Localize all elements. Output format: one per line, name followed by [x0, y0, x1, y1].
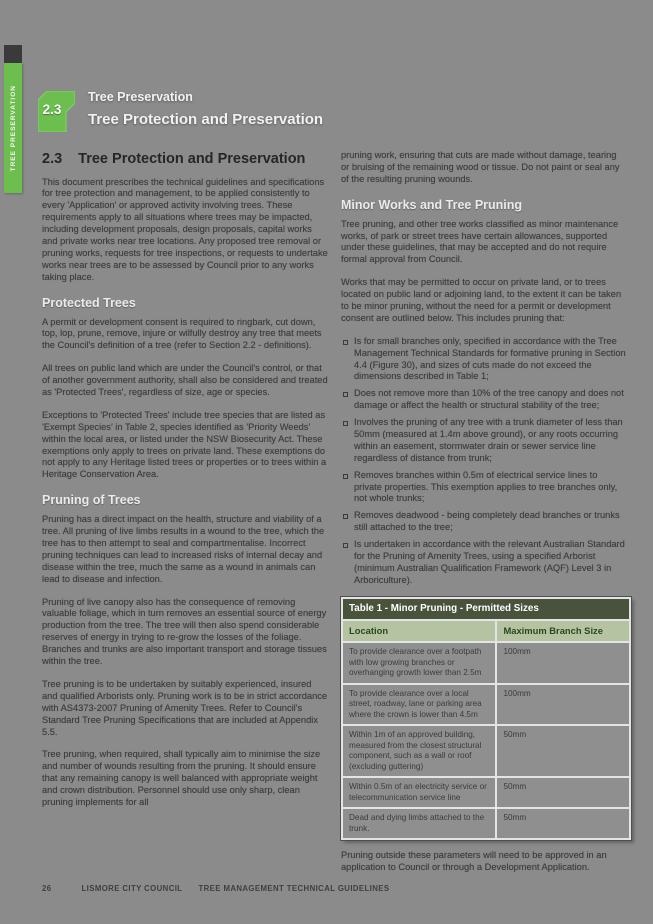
continued-paragraph: pruning work, ensuring that cuts are made without damage, tearing or bruising of the remaining wood or tissue. Do not paint or seal any of the resulting pruning wounds. [341, 150, 620, 184]
bullet-icon [343, 514, 348, 519]
pruning-paragraph-4: Tree pruning, when required, shall typically aim to minimise the size and number of wounds resulting from the pruning. It should ensure that any remaining canopy is well balanced with appropriate weight and crown distribution. Personnel should use only sharp, clean pruning implements for all [42, 749, 321, 807]
table-row [343, 778, 629, 809]
header-title: Tree Protection and Preservation [88, 111, 324, 128]
table-title: Table 1 - Minor Pruning - Permitted Sizes [343, 599, 629, 622]
pruning-paragraph-1: Pruning has a direct impact on the health, structure and viability of a tree. All pruning of live limbs results in a wound to the tree, which the tree has to then attempt to seal and compartmentalise. Incorrect pruning techniques can lead to increased risks of internal decay and disease within the tree, much the same as a wound in animals can lead to disease and infection. [42, 514, 325, 584]
right-column [341, 150, 627, 885]
list-item [343, 417, 627, 465]
table-row [343, 643, 629, 685]
protected-paragraph-3: Exceptions to 'Protected Trees' include tree species that are listed as 'Exempt Species' in Table 2, species identified as 'Priority Weeds' within the local area, or listed under the NSW Biosecurity Act. These exemptions only apply to trees on private land. These exemptions do not apply to any Heritage listed trees or properties or to trees within a Heritage Conservation Area. [42, 409, 327, 480]
minor-works-paragraph-1: Tree pruning, and other tree works classified as minor maintenance works, of park or street trees have certain allowances, supported under these guidelines, that may be accepted and do not require formal approval from Council. [341, 218, 619, 265]
table-header-size: Maximum Branch Size [503, 625, 603, 637]
protected-trees-heading: Protected Trees [42, 295, 136, 310]
table-cell-location: To provide clearance over a footpath with low growing branches or overhanging growth lower than 2.5m [343, 643, 497, 683]
table-cell-size: 100mm [503, 688, 531, 698]
minor-works-bullet-list [343, 336, 627, 587]
corner-block [4, 45, 22, 63]
intro-paragraph: This document prescribes the technical guidelines and specifications for tree protection and management, to be applied consistently to every 'Application' or approved activity involving trees. These requirements apply to all situations where trees may be impacted, including development proposals, design proposals, capital works and private works near tree locations. Any proposed tree removal or pruning works, requests for tree inspections, or requests to undertake works near trees are to be assessed by Council prior to any works taking place. [42, 176, 328, 282]
bullet-text: Is undertaken in accordance with the relevant Australian Standard for the Pruning of Amenity Trees, using a specified Arborist (minimum Australian Qualification Framework (AQF) Level 3 in Arboriculture). [354, 539, 625, 585]
list-item [343, 388, 627, 412]
list-item [343, 510, 627, 534]
list-item [343, 336, 627, 384]
footer-doc-title: TREE MANAGEMENT TECHNICAL GUIDELINES [198, 884, 390, 893]
bullet-text: Involves the pruning of any tree with a trunk diameter of less than 50mm (measured at 1.4m above ground), or any roots occurring within an easement, stormwater drain or sewer service line regardless of distance from trunk; [354, 417, 623, 463]
pruning-paragraph-3: Tree pruning is to be undertaken by suitably experienced, insured and qualified Arborists only. Pruning work is to be in strict accordance with AS4373-2007 Pruning of Amenity Trees. Refer to Council's Standard Tree Pruning Specifications that are included at Appendix 5.5. [42, 678, 328, 737]
section-badge [38, 91, 75, 132]
list-item [343, 539, 627, 587]
bullet-icon [343, 543, 348, 548]
table-header-row [343, 621, 629, 643]
bullet-text: Is for small branches only, specified in accordance with the Tree Management Technical Standards for formative pruning in Section 4.4 (Figure 30), and sizes of cuts made do not exceed the dimensions described in Table 1; [354, 335, 626, 382]
header-kicker: Tree Preservation [88, 90, 193, 104]
bullet-text: Removes deadwood - being completely dead branches or trunks still attached to the tree; [354, 510, 620, 533]
section-heading [42, 150, 328, 169]
minor-works-heading: Minor Works and Tree Pruning [341, 197, 523, 212]
table-cell-size: 50mm [503, 782, 527, 792]
section-heading-number: 2.3 [42, 151, 63, 167]
table-cell-location: Dead and dying limbs attached to the trunk. [343, 809, 497, 838]
list-item [343, 470, 627, 506]
page-number: 26 [42, 884, 52, 893]
table-cell-location: To provide clearance over a local street, roadway, lane or parking area where the crown is lower than 4.5m [343, 685, 497, 725]
footer-council: LISMORE CITY COUNCIL [81, 884, 183, 893]
table-row [343, 685, 629, 727]
section-heading-title: Tree Protection and Preservation [78, 151, 306, 167]
badge-number: 2.3 [42, 102, 62, 117]
minor-works-paragraph-2: Works that may be permitted to occur on private land, or to trees located on public land or adjoining land, to the extent it can be taken to be minor pruning, without the need for a permit or development consent are outlined below. This includes pruning that: [341, 277, 622, 323]
bullet-icon [343, 340, 348, 345]
bullet-icon [343, 474, 348, 479]
bullet-icon [343, 392, 348, 397]
side-tab-label: TREE PRESERVATION [9, 84, 17, 172]
bullet-icon [343, 421, 348, 426]
table-cell-size: 50mm [503, 813, 527, 823]
after-table-paragraph: Pruning outside these parameters will need to be approved in an application to Council or through a Development Application. [341, 850, 607, 873]
page-header [88, 90, 323, 128]
table-cell-size: 50mm [503, 730, 527, 740]
protected-paragraph-2: All trees on public land which are under the Council's control, or that of another government authority, shall also be considered and treated as 'Protected Trees', regardless of size, age or species. [42, 363, 328, 398]
table-row [343, 809, 629, 838]
protected-paragraph-1: A permit or development consent is required to ringbark, cut down, top, lop, prune, remove, injure or wilfully destroy any tree that meets the Council's definition of a tree (refer to Section 2.2 - definitions). [42, 316, 322, 351]
pruning-of-trees-heading: Pruning of Trees [42, 493, 141, 508]
table-row [343, 726, 629, 778]
table-cell-location: Within 0.5m of an electricity service or telecommunication service line [343, 778, 497, 807]
bullet-text: Does not remove more than 10% of the tree canopy and does not damage or affect the health or structural stability of the tree; [354, 388, 624, 411]
page-footer [42, 884, 389, 893]
bullet-text: Removes branches within 0.5m of electrical service lines to private properties. This exemption applies to tree branches only, not whole trunks; [354, 469, 618, 504]
section-side-tab [4, 63, 22, 193]
pruning-paragraph-2: Pruning of live canopy also has the consequence of removing valuable foliage, which in turn removes an essential source of energy production from the tree. The tree will then also spend considerable reserves of energy in trying to re-grow the losses of the foliage. Branches and trunks are also important transport and storage tissues within the tree. [42, 596, 327, 667]
minor-pruning-table [341, 597, 631, 841]
table-cell-size: 100mm [503, 647, 531, 657]
table-header-location: Location [343, 621, 497, 641]
table-cell-location: Within 1m of an approved building, measured from the closest structural component, such as a wall or roof (excluding guttering) [343, 726, 497, 776]
left-column [42, 150, 328, 820]
